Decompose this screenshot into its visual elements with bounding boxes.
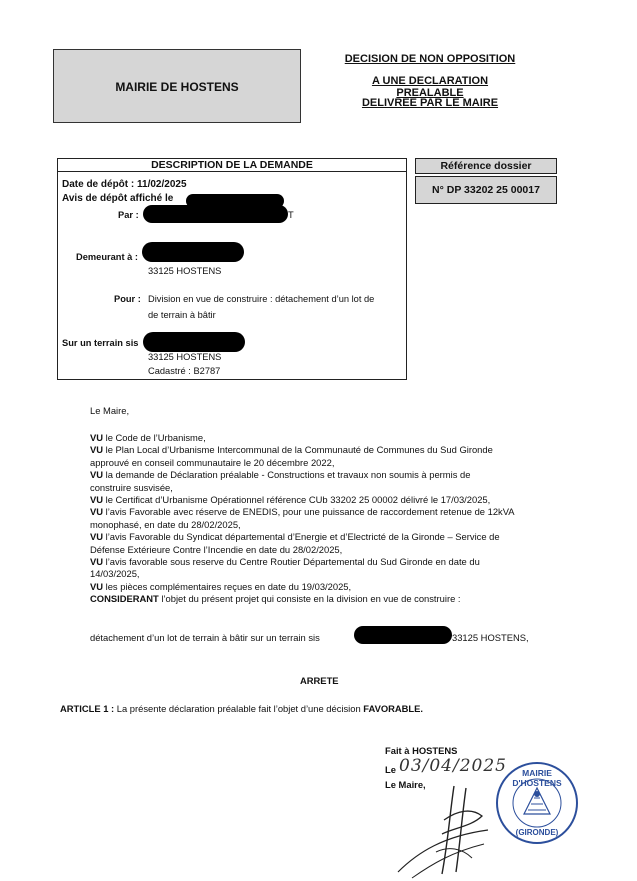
- stamp-top-text: MAIRIE D'HOSTENS: [512, 768, 562, 788]
- vu-line: monophasé, en date du 28/02/2025,: [90, 518, 241, 530]
- mairie-header-box: [53, 49, 301, 123]
- vu-line: VU le Certificat d’Urbanisme Opérationnel référence CUb 33202 25 00002 délivré le 17/03/2025,: [90, 494, 491, 506]
- avis-depot: Avis de dépôt affiché le: [62, 193, 174, 204]
- date-depot: Date de dépôt : 11/02/2025: [62, 179, 187, 190]
- terrain-city: 33125 HOSTENS: [148, 352, 222, 362]
- redaction-terrain: [143, 332, 245, 352]
- terrain-label: Sur un terrain sis: [62, 338, 139, 348]
- handwritten-signature: [392, 782, 502, 880]
- redaction-considerant: [354, 626, 452, 644]
- stamp-bottom-text: (GIRONDE): [515, 828, 559, 837]
- decision-title-line-3: DELIVREE PAR LE MAIRE: [361, 97, 499, 109]
- pour-label: Pour :: [114, 294, 141, 304]
- vu-line: VU le Code de l’Urbanisme,: [90, 432, 206, 443]
- vu-line: VU l’avis favorable sous reserve du Centre Routier Départemental du Sud Gironde en date du: [90, 556, 480, 568]
- reference-value: N° DP 33202 25 00017: [415, 176, 557, 204]
- signature-le-maire: Le Maire,: [385, 779, 426, 790]
- vu-line: VU le Plan Local d’Urbanisme Intercommunal de la Communauté de Communes du Sud Gironde: [90, 444, 493, 456]
- vu-list: [90, 432, 564, 606]
- vu-line: VU les pièces complémentaires reçues en date du 19/03/2025,: [90, 580, 352, 592]
- vu-line: VU la demande de Déclaration préalable - Constructions et travaux non soumis à permis de: [90, 469, 471, 481]
- demeurant-label: Demeurant à :: [76, 252, 138, 262]
- considerant-line: CONSIDERANT l’objet du présent projet qui consiste en la division en vue de construire :: [90, 593, 461, 605]
- cadastre: Cadastré : B2787: [148, 366, 221, 376]
- par-label: Par :: [118, 210, 139, 220]
- pour-line-1: Division en vue de construire : détachement d’un lot de: [148, 294, 375, 304]
- arrete-heading: ARRETE: [300, 675, 339, 686]
- vu-line: 14/03/2025,: [90, 568, 140, 580]
- decision-title-line-1: DECISION DE NON OPPOSITION: [344, 53, 516, 65]
- pour-line-2: de terrain à bâtir: [148, 310, 216, 320]
- considerant-city: 33125 HOSTENS,: [452, 632, 529, 643]
- decision-title-line-2: A UNE DECLARATION PREALABLE: [371, 75, 489, 99]
- par-partial: T: [288, 210, 294, 220]
- mairie-name: MAIRIE DE HOSTENS: [115, 80, 239, 94]
- handwritten-date: 03/04/2025: [399, 756, 507, 776]
- vu-line: approuvé en conseil communautaire le 20 décembre 2022,: [90, 456, 335, 468]
- fait-a: Fait à HOSTENS: [385, 745, 458, 756]
- vu-line: construire susvisée,: [90, 481, 173, 493]
- vu-line: VU l’avis Favorable avec réserve de ENEDIS, pour une puissance de raccordement retenue de 12kVA: [90, 506, 515, 518]
- article-1: ARTICLE 1 : La présente déclaration préalable fait l’objet d’une décision FAVORABLE.: [60, 703, 424, 714]
- reference-label: Référence dossier: [415, 158, 557, 174]
- mairie-stamp: [496, 762, 578, 844]
- description-title: DESCRIPTION DE LA DEMANDE: [57, 158, 407, 172]
- demeurant-city: 33125 HOSTENS: [148, 266, 222, 276]
- le-label: Le: [385, 764, 396, 775]
- considerant-line-2: détachement d’un lot de terrain à bâtir sur un terrain sis: [90, 632, 320, 643]
- redaction-par: [143, 205, 288, 223]
- vu-line: Défense Extérieure Contre l’Incendie en date du 28/02/2025,: [90, 543, 343, 555]
- vu-line: VU l’avis Favorable du Syndicat départemental d’Energie et d’Electricté de la Gironde – Service de: [90, 531, 500, 543]
- le-maire-intro: Le Maire,: [90, 405, 130, 416]
- redaction-demeurant: [142, 242, 244, 262]
